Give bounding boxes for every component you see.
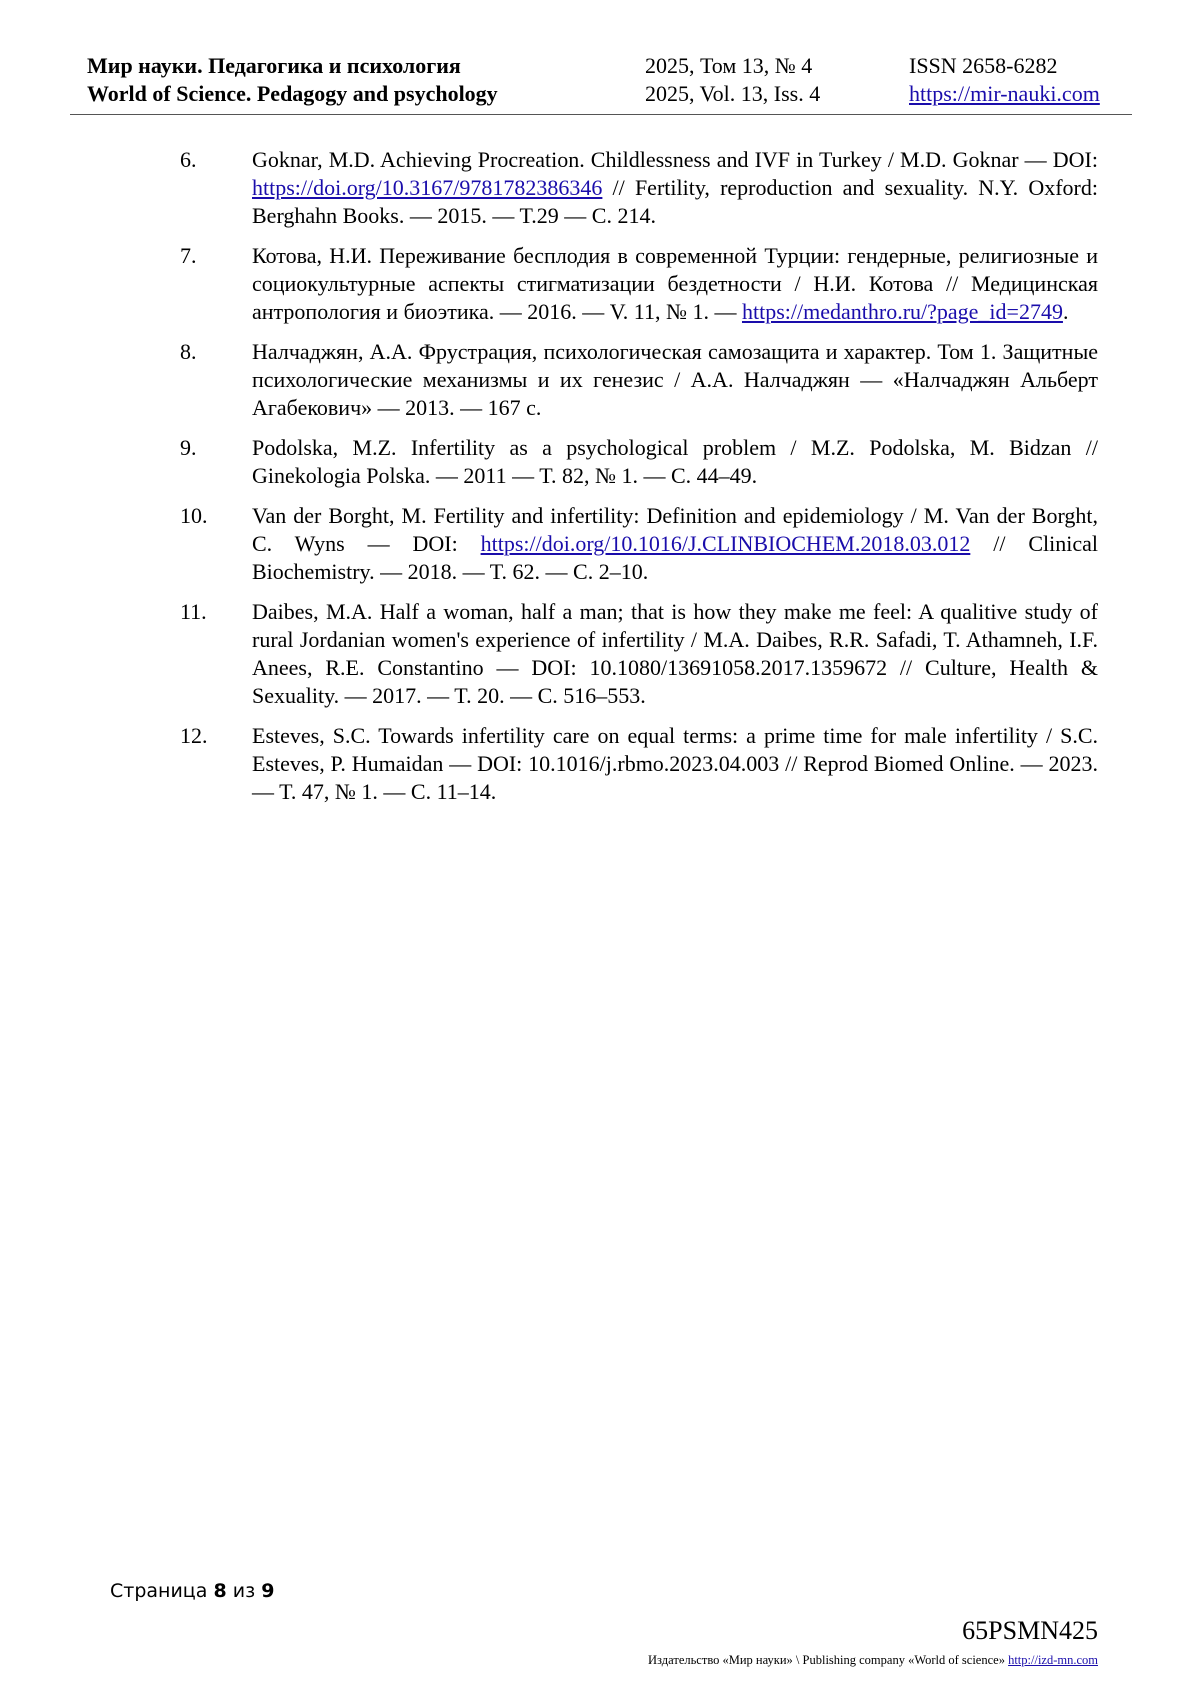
reference-item	[180, 434, 1098, 490]
issn-block	[909, 52, 1100, 108]
reference-link[interactable]: https://doi.org/10.1016/J.CLINBIOCHEM.2018.03.012	[480, 531, 971, 556]
reference-item	[180, 242, 1098, 326]
journal-title-ru: Мир науки. Педагогика и психология	[87, 53, 461, 78]
reference-text-main: Котова, Н.И. Переживание бесплодия в современной Турции: гендерные, религиозные и социокультурные аспекты стигматизации бездетности / Н.И. Котова // Медицинская антропология и биоэтика. — 2016. — V. 11, № 1. —	[252, 243, 1098, 324]
reference-item	[180, 146, 1098, 230]
reference-text-main: Podolska, M.Z. Infertility as a psychological problem / M.Z. Podolska, M. Bidzan // Ginekologia Polska. — 2011 — T. 82, № 1. — C. 44–49.	[252, 435, 1098, 488]
page-counter	[110, 1580, 274, 1602]
reference-text-main: Van der Borght, M. Fertility and infertility: Definition and epidemiology / M. Van der Borght, C. Wyns — DOI:	[252, 503, 1098, 556]
journal-title	[87, 52, 498, 108]
reference-text	[252, 434, 1098, 490]
reference-link[interactable]: https://doi.org/10.3167/9781782386346	[252, 175, 603, 200]
reference-number: 7.	[180, 243, 197, 268]
reference-number: 10.	[180, 503, 208, 528]
reference-text	[252, 598, 1098, 710]
reference-number: 8.	[180, 339, 197, 364]
page-total: 9	[261, 1580, 275, 1602]
reference-item	[180, 338, 1098, 422]
publisher-text: Издательство «Мир науки» \ Publishing company «World of science»	[648, 1653, 1009, 1667]
reference-text	[252, 502, 1098, 586]
reference-number: 11.	[180, 599, 207, 624]
issue-en: 2025, Vol. 13, Iss. 4	[645, 81, 821, 106]
journal-site-link[interactable]: https://mir-nauki.com	[909, 81, 1100, 106]
article-code: 65PSMN425	[962, 1616, 1098, 1645]
reference-item	[180, 598, 1098, 710]
reference-number: 12.	[180, 723, 208, 748]
reference-text-main: Goknar, M.D. Achieving Procreation. Childlessness and IVF in Turkey / M.D. Goknar — DOI:	[252, 147, 1098, 172]
publisher-link[interactable]: http://izd-mn.com	[1008, 1653, 1098, 1667]
reference-text	[252, 146, 1098, 230]
issue-info	[645, 52, 820, 108]
reference-text-tail: .	[1062, 299, 1069, 324]
reference-text	[252, 338, 1098, 422]
reference-item	[180, 722, 1098, 806]
reference-text	[252, 722, 1098, 806]
issue-ru: 2025, Том 13, № 4	[645, 53, 813, 78]
reference-list	[180, 146, 1098, 818]
reference-link[interactable]: https://medanthro.ru/?page_id=2749	[741, 299, 1063, 324]
reference-text-tail: // Clinical Biochemistry. — 2018. — T. 62. — C. 2–10.	[252, 531, 1098, 584]
page-label: Страница	[110, 1580, 208, 1602]
reference-text	[252, 242, 1098, 326]
reference-text-main: Esteves, S.C. Towards infertility care on equal terms: a prime time for male infertility / S.C. Esteves, P. Humaidan — DOI: 10.1016/j.rbmo.2023.04.003 // Reprod Biomed Online. — 2023. — T. 47, № 1. — C. 11–14.	[252, 723, 1098, 804]
reference-text-main: Daibes, M.A. Half a woman, half a man; that is how they make me feel: A qualitive study of rural Jordanian women's experience of infertility / M.A. Daibes, R.R. Safadi, T. Athamneh, I.F. Anees, R.E. Constantino — DOI: 10.1080/13691058.2017.1359672 // Culture, Health & Sexuality. — 2017. — T. 20. — C. 516–553.	[252, 599, 1098, 708]
page-header	[70, 52, 1132, 115]
publisher-line	[648, 1653, 1098, 1668]
journal-title-en: World of Science. Pedagogy and psychology	[87, 81, 498, 106]
page-of: из	[232, 1580, 256, 1602]
page-current: 8	[213, 1580, 227, 1602]
reference-item	[180, 502, 1098, 586]
reference-text-main: Налчаджян, А.А. Фрустрация, психологическая самозащита и характер. Том 1. Защитные психологические механизмы и их генезис / А.А. Налчаджян — «Налчаджян Альберт Агабекович» — 2013. — 167 с.	[252, 339, 1098, 420]
reference-number: 9.	[180, 435, 197, 460]
reference-text-tail: // Fertility, reproduction and sexuality. N.Y. Oxford: Berghahn Books. — 2015. — T.29 — C. 214.	[252, 175, 1098, 228]
issn: ISSN 2658-6282	[909, 53, 1058, 78]
reference-number: 6.	[180, 147, 197, 172]
